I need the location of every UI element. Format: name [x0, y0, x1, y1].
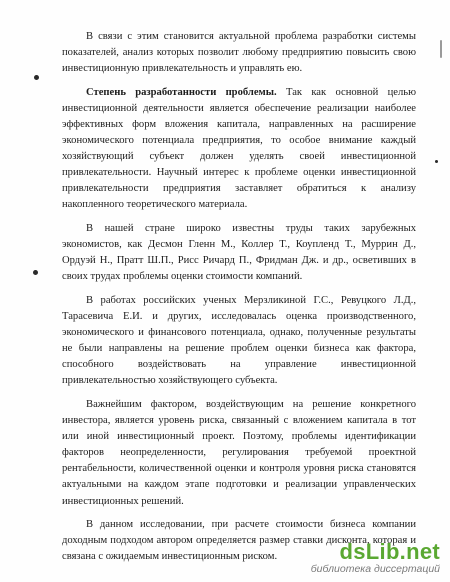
- paragraph-text: Так как основной целью инвестиционной деятельности является обеспечение реализации наиболее эффективных форм вложения капитала, направленных на расширение экономического потенциала предприятия, то особое внимание каждый хозяйствующий субъект должен уделять своей инвестиционной привлекательности. Научный интерес к проблеме оценки инвестиционной привлекательности предприятия заставляет обратиться к анализу накопленного теоретического материала.: [62, 86, 416, 211]
- scan-edge-artifact: [440, 40, 442, 58]
- scan-speck: [435, 160, 438, 163]
- paragraph-2: [62, 85, 416, 214]
- paragraph-5: [62, 397, 416, 510]
- paragraph-heading: Степень разработанности проблемы.: [86, 86, 277, 98]
- paragraph-1: [62, 29, 416, 77]
- scan-speck: [34, 75, 39, 80]
- paragraph-text: В данном исследовании, при расчете стоимости бизнеса компании доходным подходом автором определяется размер ставки дисконта, которая и связана с ожидаемым инвестиционным риском.: [62, 519, 416, 563]
- watermark-subtitle: библиотека диссертаций: [310, 563, 440, 575]
- paragraph-4: [62, 293, 416, 390]
- paragraph-3: [62, 221, 416, 285]
- paragraph-text: В связи с этим становится актуальной проблема разработки системы показателей, анализ которых позволит любому предприятию повысить свою инвестиционную привлекательность и управлять ею.: [62, 31, 416, 75]
- paragraph-text: В нашей стране широко известны труды таких зарубежных экономистов, как Десмон Гленн М., Коллер Т., Коупленд Т., Муррин Д., Ордуэй Н., Пратт Ш.П., Рисс Ричард П., Фридман Дж. и др., осветивших в своих трудах проблемы оценки стоимости компаний.: [62, 223, 416, 283]
- paragraph-text: Важнейшим фактором, воздействующим на решение конкретного инвестора, является уровень риска, связанный с вложением капитала в тот или иной инвестиционный проект. Поэтому, проблемы идентификации факторов неопределенности, регулирования требуемой проектной рентабельности, количественной оценки и контроля уровня риска становятся актуальными на каждом этапе подготовки и реализации управленческих инвестиционных решений.: [62, 398, 416, 507]
- watermark-logo: dsLib.net: [339, 539, 440, 564]
- scan-speck: [33, 270, 38, 275]
- paragraph-text: В работах российских ученых Мерзликиной Г.С., Ревуцкого Л.Д., Тарасевича Е.И. и других, исследовалась оценка производственного, экономического и финансового потенциала, однако, полученные результаты не были направлены на решение проблем оценки бизнеса как фактора, способного воздействовать на управление инвестиционной привлекательностью хозяйствующего субъекта.: [62, 294, 416, 387]
- document-body: [62, 29, 416, 565]
- site-watermark: [311, 541, 440, 576]
